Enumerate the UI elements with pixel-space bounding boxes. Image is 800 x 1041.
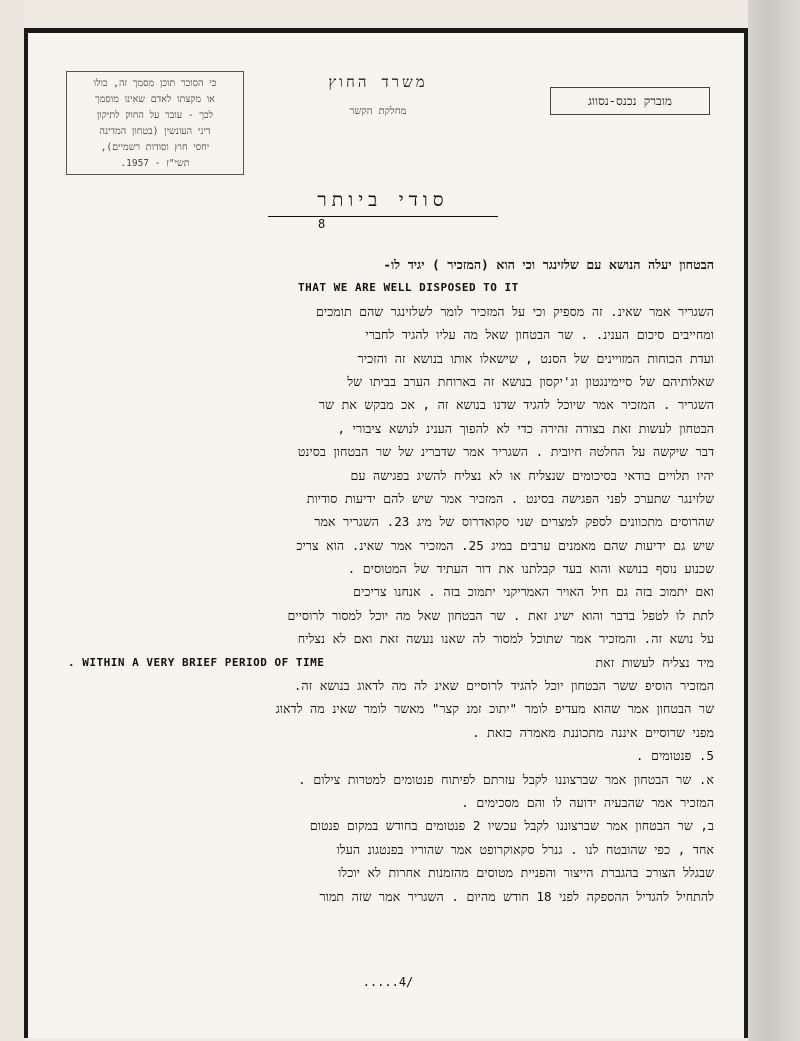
body-line: דבר שיקשה על החלטה חיובית . השגריר אמר שדברינ של שר הבטחון בסינט — [297, 444, 714, 460]
body-line: להתחיל להגדיל ההספקה לפני 18 חודש מהיום . השגריר אמר שזה תמור — [319, 888, 714, 904]
body-line: השגריר אמר שאינ. זה מספיק וכי על המזכיר לומר לשלזינגר שהם תומכים — [315, 303, 714, 319]
body-line: השגריר . המזכיר אמר שיוכל להגיד שדנו בנושא זה , אכ מבקש את שר — [318, 397, 714, 413]
stamp-line: כי הסוכר תוכן מסמך זה, כולו — [93, 78, 217, 89]
document-page — [24, 28, 748, 1038]
body-line: שבגלל הצורכ בהגברת הייצור והפניית מטוסים מהזמנות אחרות לא יוכלו — [338, 865, 714, 881]
stamp-line: תשי"ז - 1957. — [120, 158, 190, 169]
page-continuation-marker: .....4/ — [362, 975, 414, 989]
ministry-heading — [318, 73, 438, 117]
body-line: שלזינגר שתערכ לפני הפגישה בסינט . המזכיר אמר שיש להם ידיעות סודיות — [306, 490, 714, 506]
body-line: אחד , כפי שהובטח לנו . גנרל סקאוקרופט אמר שהוריו בפנטגונ העלו — [336, 841, 714, 857]
body-line: א. שר הבטחון אמר שברצוננו לקבל עזרתם לפיתוח פנטומים למטרות צילום . — [298, 771, 714, 787]
body-line: לתת לו לטפל בדבר והוא ישיג זאת . שר הבטחון שאל מה יוכל למסור לרוסיים — [287, 607, 714, 623]
body-line-english: . WITHIN A VERY BRIEF PERIOD OF TIME — [68, 655, 325, 669]
body-line: המזכיר אמר שהבעיה ידועה לו והם מסכימים . — [461, 794, 714, 810]
stamp-line: או מקצתו לאדם שאינו מוסמך — [95, 94, 215, 105]
body-line: שהרוסים מתכוונים לספק למצרים שני סקואדרוס של מיג 23. השגריר אמר — [314, 514, 714, 530]
body-line-hebrew: מיד נצליח לעשות זאת — [595, 654, 714, 670]
body-line: יהיו תלויים בודאי בסיכומים שנצליח או לא נצליח להשיג בפגישה עם — [350, 467, 714, 483]
body-line: ומחייבים סיכום הענינ. . שר הבטחון שאל מה עליו להגיד לחברי — [365, 327, 714, 343]
page-edge-right — [748, 0, 800, 1041]
stamp-line: לכך - עובר על החוק לתיקון — [96, 110, 214, 121]
body-line: הבטחון יעלה הנושא עם שלזינגר וכי הוא (המזכיר ) יגיד לו- — [383, 257, 714, 272]
body-line: שיש גם ידיעות שהם מאמנים ערבים במיג 25. המזכיר אמר שאינ. הוא צריכ — [296, 537, 714, 553]
stamp-line: יחסי חוץ וסודות רשמיים), — [100, 142, 210, 153]
body-line: הבטחון לעשות זאת בצורה זהירה כדי לא להפוך הענינ לנושא ציבורי , — [337, 420, 714, 436]
page-edge-top — [0, 0, 800, 22]
body-line: שכנוע נוסף בנושא והוא בעד קבלתנו את דור העתיד של המטוסים . — [347, 561, 714, 577]
document-header — [28, 33, 744, 233]
ministry-subtitle: מחלקת הקשר — [349, 106, 407, 117]
stamp-line: דיני העונשין (בטחון המדינה — [99, 126, 211, 137]
classification-heading: סודי ביותר — [268, 189, 498, 217]
body-line: THAT WE ARE WELL DISPOSED TO IT — [298, 281, 519, 295]
body-line: ועדת הכוחות המזויינים של הסנט , שישאלו אותו בנושא זה והזכיר — [357, 350, 714, 366]
body-line: שר הבטחון אמר שהוא מעדיפ לומר "יתוכ זמנ קצר" מאשר לומר שאינ מה לדאוג — [275, 701, 714, 717]
document-type-box: מוברק נכנס-נסווג — [550, 87, 710, 115]
body-line: על נושא זה. והמזכיר אמר שתוכל למסור לה שאנו נעשה זאת ואם לא נצליח — [297, 631, 714, 647]
body-line: המזכיר הוסיפ ששר הבטחון יוכל להגיד לרוסיים שאינ לה מה לדאוג בנושא זה. — [293, 678, 714, 694]
body-line — [68, 651, 714, 674]
body-line: מפני שרוסיים איננה מתכוננת מאמרה כזאת . — [472, 724, 714, 740]
body-line: שאלותיהם של סיימינגטון וג'יקסון בנושא זה בארוחת הערב בביתו של — [347, 373, 714, 389]
body-line: ב, שר הבטחון אמר שברצוננו לקבל עכשיו 2 פנטומים בחודש במקום פנטום — [309, 818, 714, 834]
body-line: 5. פנטומים . — [635, 748, 714, 764]
ministry-title: משרד החוץ — [328, 73, 428, 91]
document-body — [68, 253, 714, 908]
legal-warning-stamp — [66, 71, 244, 175]
body-line: ואם יתמוכ בזה גם חיל האויר האמריקני יתמוכ בזה . אנחנו צריכים — [353, 584, 714, 600]
page-edge-left — [0, 0, 24, 1041]
classification-mark: 8 — [318, 217, 326, 231]
